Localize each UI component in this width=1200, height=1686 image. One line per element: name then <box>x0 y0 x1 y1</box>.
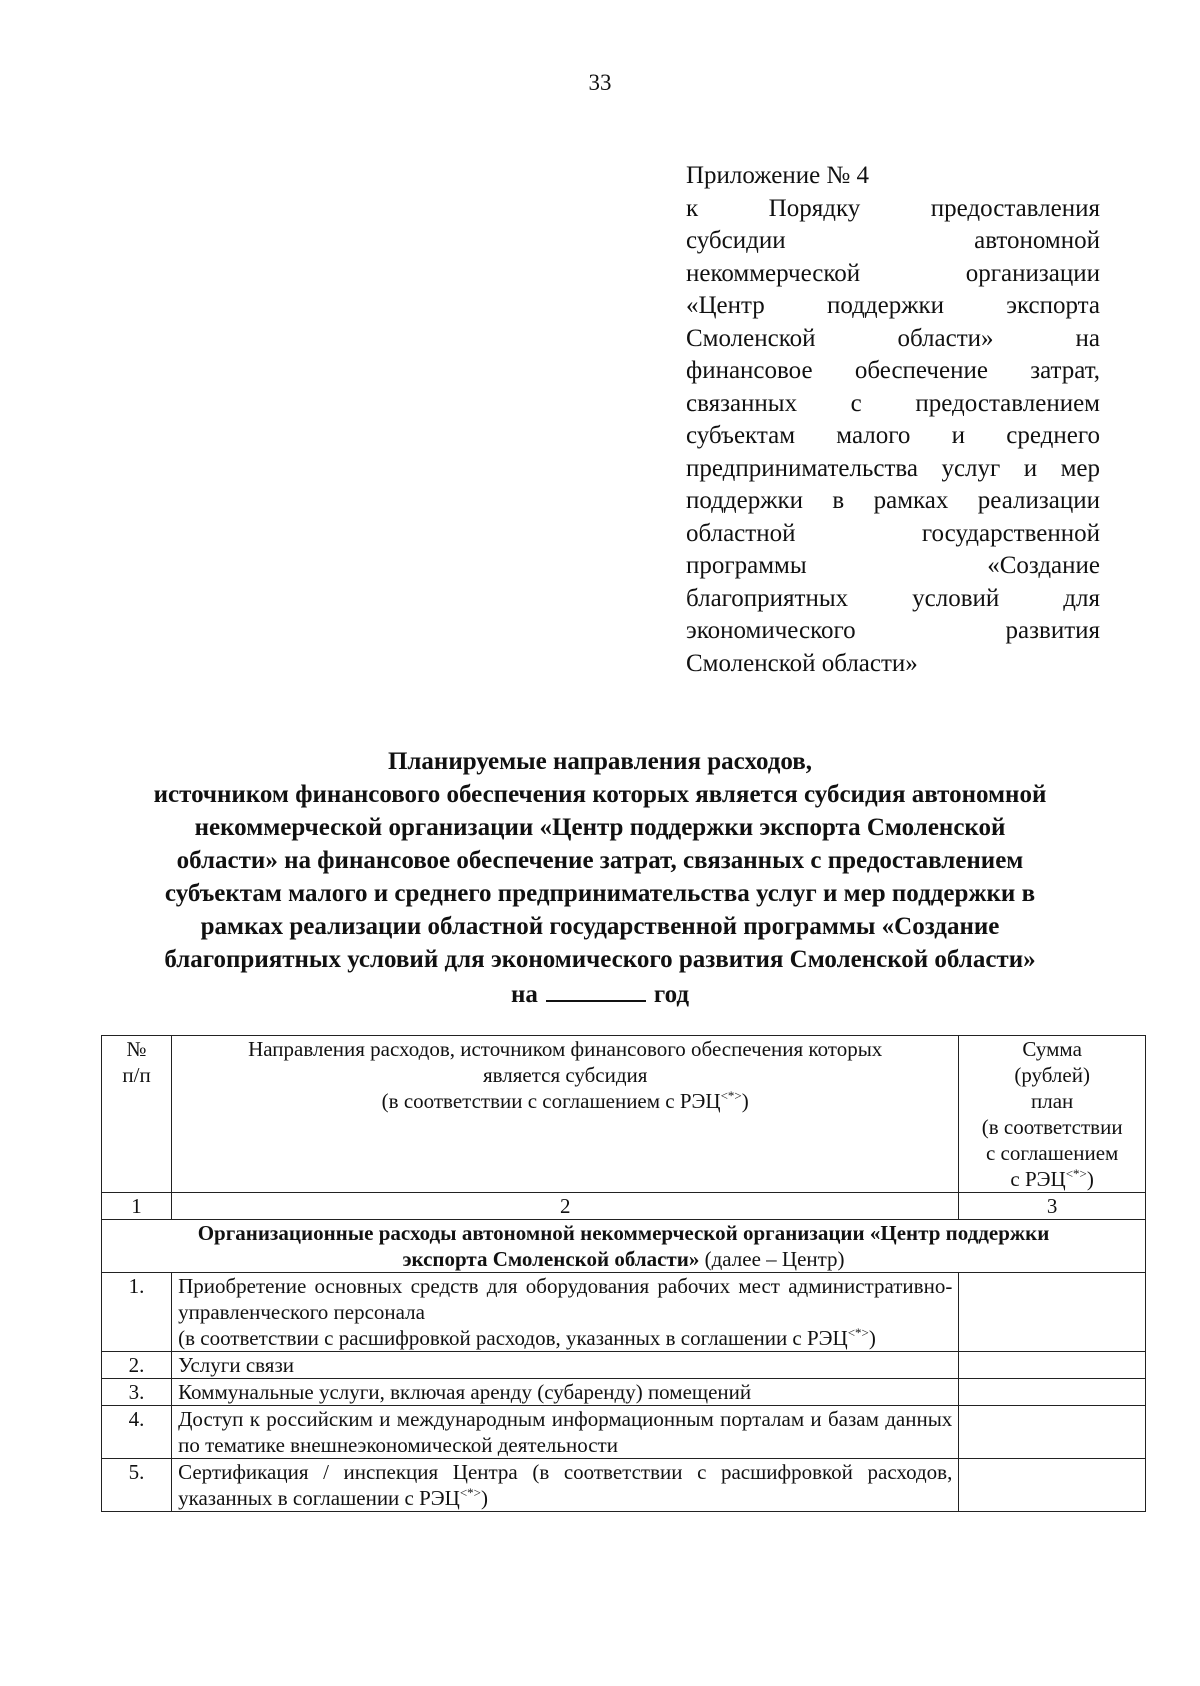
section-heading <box>102 1220 1146 1273</box>
title-line: благоприятных условий для экономического развития Смоленской области» <box>164 946 1036 973</box>
footnote-mark: <*> <box>847 1325 869 1340</box>
document-title <box>60 745 1140 1011</box>
title-line: Планируемые направления расходов, <box>387 748 813 775</box>
table-row <box>102 1459 1146 1512</box>
row-text <box>178 1325 952 1351</box>
year-suffix: год <box>653 981 690 1008</box>
column-numbering-row <box>102 1193 1146 1220</box>
header-text-part: (в соответствии с соглашением с РЭЦ <box>381 1089 721 1113</box>
section-text: Организационные расходы автономной некоммерческой организации «Центр поддержки <box>197 1221 1050 1245</box>
row-description: Услуги связи <box>172 1352 959 1379</box>
row-sum <box>959 1273 1146 1352</box>
header-text-part: ) <box>741 1089 749 1113</box>
appendix-line: Смоленской области» на <box>686 324 1100 352</box>
header-text: Направления расходов, источником финансового обеспечения которых <box>248 1037 883 1061</box>
appendix-line: предпринимательства услуг и мер <box>686 454 1100 482</box>
page-number: 33 <box>588 70 612 95</box>
title-line: некоммерческой организации «Центр поддержки экспорта Смоленской <box>194 814 1006 841</box>
row-sum <box>959 1406 1146 1459</box>
footnote-mark: <*> <box>459 1485 481 1500</box>
table-row <box>102 1352 1146 1379</box>
title-line: рамках реализации областной государственной программы «Создание <box>200 913 1000 940</box>
appendix-line: областной государственной <box>686 519 1100 547</box>
header-text: Сумма <box>1022 1037 1082 1061</box>
row-description <box>172 1273 959 1352</box>
row-number: 2. <box>102 1352 172 1379</box>
row-text: Приобретение основных средств для оборудования рабочих мест административно-управленческого персонала <box>178 1274 953 1324</box>
appendix-line: «Центр поддержки экспорта <box>686 292 1100 319</box>
header-text <box>178 1088 952 1114</box>
header-col-direction <box>172 1036 959 1193</box>
row-text-part: (в соответствии с расшифровкой расходов, указанных в соглашении с РЭЦ <box>178 1326 848 1350</box>
table-row <box>102 1273 1146 1352</box>
table-row <box>102 1406 1146 1459</box>
header-col-number <box>102 1036 172 1193</box>
row-description: Коммунальные услуги, включая аренду (субаренду) помещений <box>172 1379 959 1406</box>
section-text-part: (далее – Центр) <box>699 1247 845 1271</box>
row-description <box>172 1459 959 1512</box>
appendix-line: Приложение № 4 <box>686 162 870 189</box>
row-number: 4. <box>102 1406 172 1459</box>
title-line: субъектам малого и среднего предпринимательства услуг и мер поддержки в <box>164 880 1036 907</box>
year-blank <box>546 976 646 1002</box>
appendix-line: к Порядку предоставления <box>686 194 1100 222</box>
header-text: план <box>1031 1089 1074 1113</box>
footnote-mark: <*> <box>1065 1166 1087 1181</box>
header-col-sum <box>959 1036 1146 1193</box>
appendix-line: поддержки в рамках реализации <box>686 487 1100 514</box>
appendix-line: Смоленской области» <box>686 649 918 677</box>
appendix-line: благоприятных условий для <box>686 584 1100 612</box>
footnote-mark: <*> <box>720 1088 742 1103</box>
header-text <box>965 1166 1139 1192</box>
header-text-part: ) <box>1086 1167 1094 1191</box>
appendix-line: связанных с предоставлением <box>686 389 1100 417</box>
header-text: п/п <box>122 1063 151 1087</box>
column-number: 1 <box>102 1193 172 1220</box>
row-description: Доступ к российским и международным информационным порталам и базам данных по тематике внешнеэкономической деятельности <box>172 1406 959 1459</box>
row-sum <box>959 1379 1146 1406</box>
year-prefix: на <box>510 981 538 1008</box>
appendix-line: субсидии автономной <box>686 227 1100 254</box>
appendix-line: программы «Создание <box>686 552 1100 579</box>
row-sum <box>959 1352 1146 1379</box>
row-sum <box>959 1459 1146 1512</box>
header-text: (рублей) <box>1014 1063 1090 1087</box>
section-row <box>102 1220 1146 1273</box>
appendix-line: финансовое обеспечение затрат, <box>686 357 1100 384</box>
header-text: № <box>126 1037 147 1061</box>
appendix-line: субъектам малого и среднего <box>686 422 1100 449</box>
appendix-caption <box>686 160 1100 680</box>
title-line: источником финансового обеспечения которых является субсидия автономной <box>153 781 1047 808</box>
title-line: области» на финансовое обеспечение затрат, связанных с предоставлением <box>176 847 1024 874</box>
row-text-part: Сертификация / инспекция Центра (в соответствии с расшифровкой расходов, указанных в соглашении с РЭЦ <box>178 1460 953 1510</box>
header-text: является субсидия <box>482 1063 648 1087</box>
row-number: 5. <box>102 1459 172 1512</box>
section-text <box>108 1246 1139 1272</box>
appendix-line: некоммерческой организации <box>686 259 1100 287</box>
expenses-table <box>101 1035 1146 1512</box>
title-year-line <box>60 976 1140 1011</box>
header-text-part: с РЭЦ <box>1010 1167 1066 1191</box>
row-text-part: ) <box>868 1326 876 1350</box>
column-number: 3 <box>959 1193 1146 1220</box>
column-number: 2 <box>172 1193 959 1220</box>
row-number: 3. <box>102 1379 172 1406</box>
table-row <box>102 1379 1146 1406</box>
header-text: (в соответствии <box>981 1115 1123 1139</box>
row-text-part: ) <box>481 1486 488 1510</box>
appendix-line: экономического развития <box>686 617 1100 644</box>
section-text-part: экспорта Смоленской области» <box>402 1247 700 1271</box>
header-text: с соглашением <box>985 1141 1119 1165</box>
table-header-row <box>102 1036 1146 1193</box>
row-number: 1. <box>102 1273 172 1352</box>
